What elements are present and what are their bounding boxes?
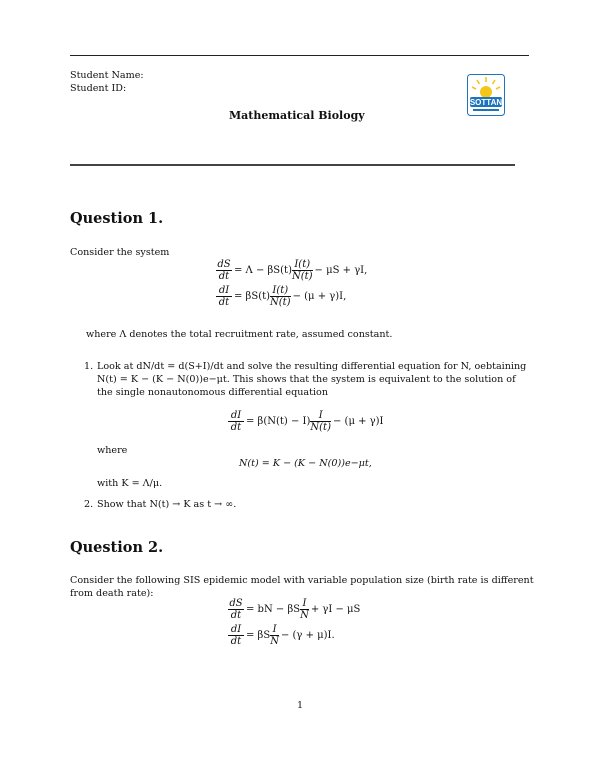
q1-eq-di: $\frac{dI}{dt}$ = βS(t) $\frac{I(t)}{N(t)}$ − (μ + γ)I,	[216, 283, 367, 309]
q2-system	[228, 596, 360, 648]
header-bottom-rule	[70, 164, 515, 166]
q1-item-2-number: 2.	[84, 499, 94, 510]
course-title: Mathematical Biology	[229, 109, 365, 122]
q1-item-1-line-3: the single nonautonomous differential equation	[97, 387, 329, 398]
q1-item-2-text: Show that N(t) → K as t → ∞.	[97, 499, 237, 510]
q2-eq-di: $\frac{dI}{dt}$ = βS $\frac{I}{N}$ − (γ + μ)I.	[228, 622, 360, 648]
q1-item-1-number: 1.	[84, 361, 94, 372]
q1-eq-ds: $\frac{dS}{dt}$ = Λ − βS(t) $\frac{I(t)}{N(t)}$ − μS + γI,	[217, 258, 368, 282]
sun-logo-icon	[467, 74, 505, 116]
q1-eq-n-of-t: N(t) = K − (K − N(0))e−μt,	[239, 458, 372, 469]
q2-intro-line-1: Consider the following SIS epidemic model with variable population size (birth rate is different	[70, 575, 534, 586]
q1-eq-nonautonomous: $\frac{dI}{dt}$ = β(N(t) − I) $\frac{I}{N(t)}$ − (μ + γ)I	[228, 408, 384, 434]
q1-with-k: with K = Λ/μ.	[97, 478, 163, 489]
q1-where-2: where	[97, 445, 128, 456]
question-1-title: Question 1.	[70, 210, 164, 227]
question-2-title: Question 2.	[70, 539, 164, 556]
student-name-label: Student Name:	[70, 70, 144, 81]
q1-item-1-line-2: N(t) = K − (K − N(0))e−μt. This shows that the system is equivalent to the solution of	[97, 374, 516, 385]
q1-where-text: where Λ denotes the total recruitment rate, assumed constant.	[86, 329, 393, 340]
q1-intro: Consider the system	[70, 247, 170, 258]
page-number: 1	[297, 700, 304, 711]
logo-text: SOTTAN	[469, 98, 503, 107]
top-rule	[70, 55, 529, 56]
q1-system	[216, 257, 367, 309]
q2-intro-line-2: from death rate):	[70, 588, 154, 599]
student-id-label: Student ID:	[70, 83, 127, 94]
q2-eq-ds: $\frac{dS}{dt}$ = bN − βS $\frac{I}{N}$ + γI − μS	[229, 597, 361, 621]
q1-item-1-line-1: Look at dN/dt = d(S+I)/dt and solve the resulting differential equation for N, oebtaining	[97, 361, 527, 372]
